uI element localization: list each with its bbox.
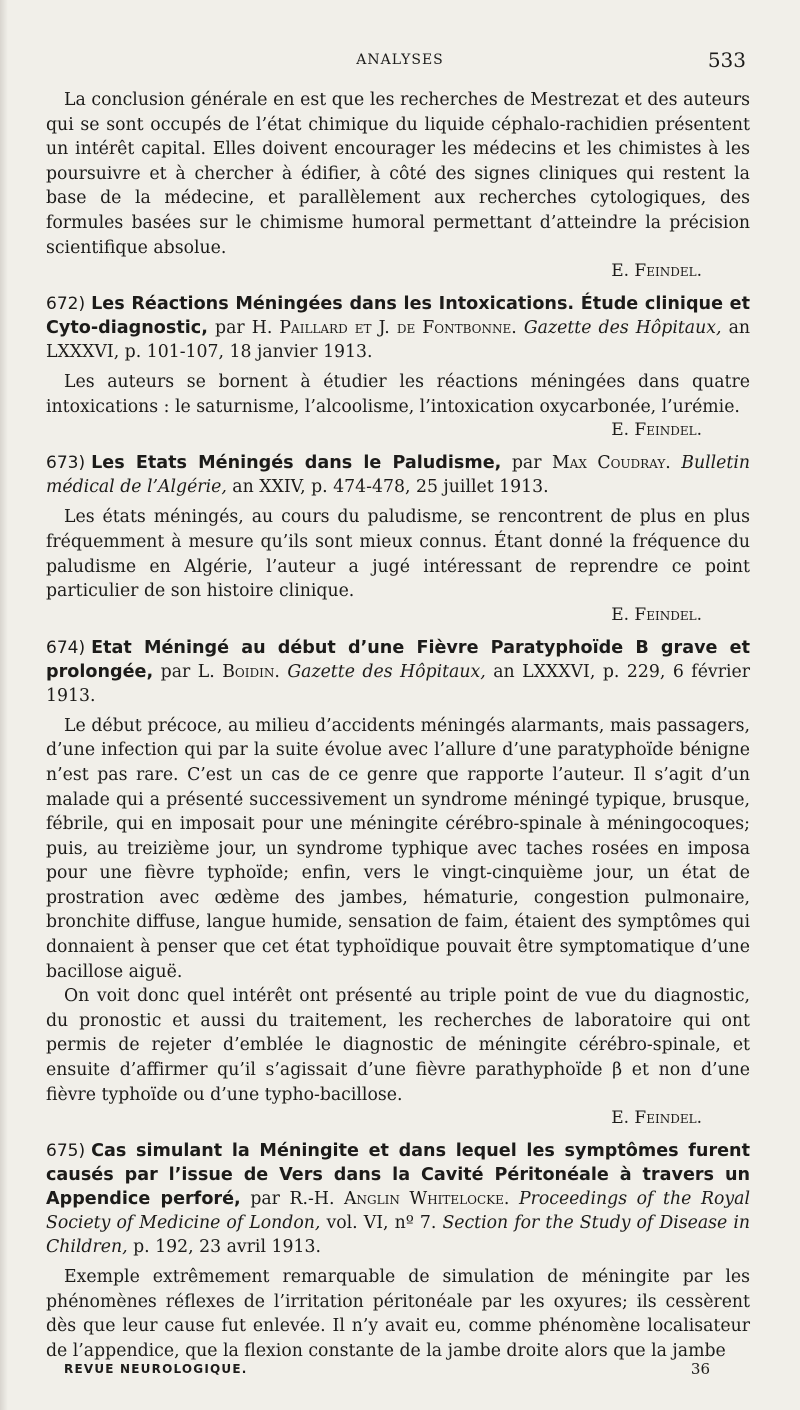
abstract-entry-675 bbox=[46, 1139, 750, 1363]
sheet-number: 36 bbox=[690, 1360, 710, 1378]
abstract-entry-673 bbox=[46, 451, 750, 625]
entry-heading bbox=[46, 292, 750, 364]
entry-journal: Bulletin médical de l’Algérie, bbox=[46, 453, 750, 498]
entry-signature: E. Feindel. bbox=[611, 420, 702, 441]
entry-heading bbox=[46, 1139, 750, 1259]
page-edge-shadow bbox=[0, 0, 8, 1410]
entry-heading bbox=[46, 636, 750, 708]
entry-abstract: Les auteurs se bornent à étudier les réactions méningées dans quatre intoxications : le saturnisme, l’alcoolisme, l’intoxication oxycarbonée, l’urémie. bbox=[46, 372, 750, 417]
entry-number: 675) bbox=[46, 1141, 86, 1162]
entry-number: 672) bbox=[46, 294, 86, 315]
entry-journal: Proceedings of the Royal Society of Medicine of London, bbox=[46, 1189, 750, 1234]
entry-details: vol. VI, nº 7. bbox=[320, 1213, 443, 1234]
entry-heading bbox=[46, 451, 750, 499]
entry-signature: E. Feindel. bbox=[611, 604, 702, 625]
abstract-entry-672 bbox=[46, 292, 750, 441]
entry-authors: L. Boidin. bbox=[197, 661, 280, 682]
entry-details: an XXIV, p. 474-478, 25 juillet 1913. bbox=[226, 477, 549, 498]
abstract-entry-674 bbox=[46, 636, 750, 1130]
entry-abstract: Les états méningés, au cours du paludisme, se rencontrent de plus en plus fréquemment à mesure qu’ils sont mieux connus. Étant donné la fréquence du paludisme en Algérie, l’auteur a jugé intéressant de reprendre ce point particulier de son histoire clinique. bbox=[46, 507, 750, 602]
intro-paragraph: La conclusion générale en est que les recherches de Mestrezat et des auteurs qui se sont occupés de l’état chimique du liquide céphalo-rachidien présentent un intérêt capital. Elles doivent encourager les médecins et les chimistes à les poursuivre et à chercher à édifier, à côté des signes cliniques qui restent la base de la médecine, et parallèlement aux recherches cytologiques, des formules basées sur le chimisme humoral permettant d’atteindre la précision scientifique absolue. bbox=[46, 90, 750, 258]
entry-journal-section: Section for the Study of Disease in Children, bbox=[46, 1213, 750, 1258]
entry-authors: Max Coudray. bbox=[551, 453, 671, 474]
entry-by: par bbox=[153, 661, 198, 682]
entry-title: Les Réactions Méningées dans les Intoxications. Étude clinique et Cyto-diagnostic, bbox=[46, 294, 750, 339]
entry-journal: Gazette des Hôpitaux, bbox=[523, 318, 722, 339]
entry-by: par bbox=[240, 1189, 290, 1210]
entry-title: Etat Méningé au début d’une Fièvre Paratyphoïde B grave et prolongée, bbox=[46, 637, 750, 682]
entry-by: par bbox=[501, 453, 552, 474]
journal-name: REVUE NEUROLOGIQUE. bbox=[64, 1362, 248, 1376]
intro-signature: E. Feindel. bbox=[611, 261, 702, 282]
entry-title: Cas simulant la Méningite et dans lequel les symptômes furent causés par l’issue de Vers dans la Cavité Péritonéale à travers un Appendice perforé, bbox=[46, 1141, 750, 1210]
entry-by: par bbox=[207, 318, 252, 339]
entry-abstract: Exemple extrêmement remarquable de simulation de méningite par les phénomènes réflexes de l’irritation péritonéale par les oxyures; ils cessèrent dès que leur cause fut enlevée. Il n’y avait eu, comme phénomène localisateur de l’appendice, que la flexion constante de la jambe droite alors que la jambe bbox=[46, 1267, 750, 1361]
entry-details-2: p. 192, 23 avril 1913. bbox=[127, 1237, 321, 1258]
page-footer bbox=[64, 1362, 710, 1386]
page-header bbox=[0, 48, 800, 76]
entry-abstract: Le début précoce, au milieu d’accidents méningés alarmants, mais passagers, d’une infection qui par la suite évolue avec l’allure d’une paratyphoïde bénigne n’est pas rare. C’est un cas de ce genre que rapporte l’auteur. Il s’agit d’un malade qui a présenté successivement un syndrome méningé typique, brusque, fébrile, qui en imposait pour une méningite cérébro-spinale à méningocoques; puis, au treizième jour, un syndrome typhique avec taches rosées en imposa pour une fièvre typhoïde; enfin, vers le vingt-cinquième jour, un état de prostration avec œdème des jambes, hématurie, congestion pulmonaire, bronchite diffuse, langue humide, sensation de faim, étaient des symptômes qui donnaient à penser que cet état typhoïdique pouvait être symptomatique d’une bacillose aiguë. bbox=[46, 715, 750, 982]
entry-details: an LXXXVI, p. 101-107, 18 janvier 1913. bbox=[46, 318, 750, 363]
entry-details: an LXXXVI, p. 229, 6 février 1913. bbox=[46, 661, 750, 706]
page-number: 533 bbox=[707, 48, 746, 72]
entry-authors: H. Paillard et J. de Fontbonne. bbox=[251, 318, 517, 339]
page-body bbox=[46, 88, 750, 1364]
entry-journal: Gazette des Hôpitaux, bbox=[287, 661, 486, 682]
entry-number: 674) bbox=[46, 637, 86, 658]
entry-signature: E. Feindel. bbox=[611, 1108, 702, 1129]
entry-abstract-continued: On voit donc quel intérêt ont présenté au triple point de vue du diagnostic, du pronostic et aussi du traitement, les recherches de laboratoire qui ont permis de rejeter d’emblée le diagnostic de méningite cérébro-spinale, et ensuite d’affirmer qu’il s’agissait d’une fièvre parathyphoïde β et non d’une fièvre typhoïde ou d’une typho-bacillose. bbox=[46, 986, 750, 1105]
running-title: ANALYSES bbox=[356, 52, 444, 68]
entry-authors: R.-H. Anglin Whitelocke. bbox=[289, 1189, 510, 1210]
entry-number: 673) bbox=[46, 453, 86, 474]
entry-title: Les Etats Méningés dans le Paludisme, bbox=[91, 453, 502, 474]
